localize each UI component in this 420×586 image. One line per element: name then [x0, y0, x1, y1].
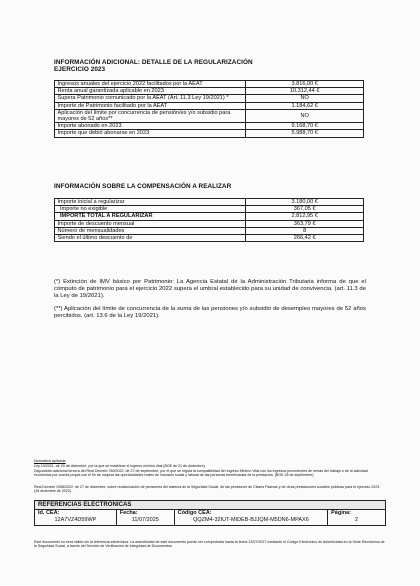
table-row: [55, 199, 364, 206]
table-row: [55, 227, 364, 234]
row-label: Renta anual garantizada aplicable en 2023: [55, 88, 246, 95]
row-value: 5.988,70 €: [246, 130, 364, 137]
row-label: Ingresos anuales del ejercicio 2022 facilitados por la AEAT: [55, 81, 246, 88]
normativa-heading: Normativa aplicada: [34, 459, 66, 463]
table-row: [55, 123, 364, 130]
id-cea-label: Id. CEA:: [35, 509, 117, 517]
table-row: [55, 213, 364, 220]
codigo-cea-label: Código CEA:: [174, 509, 327, 517]
table-row: [55, 130, 364, 137]
table-row: [55, 88, 364, 95]
row-value: 3.180,00 €: [246, 199, 364, 206]
row-label: Importe inicial a regularizar: [55, 199, 246, 206]
codigo-cea-value: QQZM4-32IUT-MIDEB-BJJQM-M5DN6-MPAX6: [174, 517, 327, 525]
normativa-line: Real Decreto 1058/2022, de 27 de diciembre, sobre revalorización de pensiones del sistema de la Seguridad Social, de las pensiones de Clases Pasivas y de otras prestaciones sociales públicas para el ejercicio 2023. (28 diciembre de 2022).: [34, 485, 381, 494]
row-label: Supera Patrimonio comunicado por la AEAT (Art. 11.3 Ley 19/2021) *: [55, 95, 246, 102]
references-title: REFERENCIAS ELECTRÓNICAS: [35, 501, 386, 510]
normativa-line: Disposición adicional tercera del Real Decreto 789/2022, de 27 de septiembre, por el que se regula la compatibilidad del Ingreso Mínimo Vital con los ingresos procedentes de rentas del trabajo o de la actividad económica por cuenta propia con el fin de mejorar las oportunidades reales de inclusión social y laboral de las personas beneficiarias de la prestación. (BOE 28 de septiembre).: [34, 468, 368, 477]
table-row: [55, 102, 364, 109]
regularization-table: [54, 80, 364, 138]
fecha-label: Fecha:: [116, 509, 174, 517]
row-label: Importe que debió abonarse en 2023: [55, 130, 246, 137]
row-label: Importe no exigible: [55, 206, 246, 213]
row-label: Importe de Patrimonio facilitado por la AEAT: [55, 102, 246, 109]
pagina-value: 2: [328, 517, 386, 525]
row-label: Aplicación del límite por concurrencia de pensión/es y/o subsidio para mayores de 52 años**: [55, 109, 246, 122]
compensation-table: [54, 198, 364, 242]
pagina-label: Página:: [328, 509, 386, 517]
row-label: Número de mensualidades: [55, 227, 246, 234]
table-row: [55, 206, 364, 213]
row-value: NO: [246, 95, 364, 102]
row-value: NO: [246, 109, 364, 122]
row-label: Importe de descuento mensual: [55, 220, 246, 227]
row-value: 2.812,95 €: [246, 213, 364, 220]
row-value: 9.168,70 €: [246, 123, 364, 130]
fecha-value: 11/07/2025: [116, 517, 174, 525]
section2-title: INFORMACIÓN SOBRE LA COMPENSACIÓN A REALIZAR: [54, 183, 232, 190]
electronic-references-table: [34, 500, 386, 526]
table-row: [55, 95, 364, 102]
table-row: [55, 235, 364, 242]
footer-validity-note: Este documento no será válido sin la referencia electrónica. La autenticidad de este documento puede ser comprobada hasta la fecha 12/07/2027 mediante el Código Electrónico de Autenticidad en la Sede Electrónica de la Seguridad Social, a través del Servicio de Verificación de Integridad de Documentos.: [34, 540, 385, 549]
row-label: IMPORTE TOTAL A REGULARIZAR: [55, 213, 246, 220]
row-value: 1.184,62 €: [246, 102, 364, 109]
note-limite-concurrencia: (**) Aplicación del límite de concurrencia de la suma de las pensiones y/o subsidio de desempleo mayores de 52 años percibidos. (art. 13.6 de la Ley 19/2021).: [54, 306, 366, 320]
row-label: Siendo el último descuento de: [55, 235, 246, 242]
table-row: [55, 81, 364, 88]
id-cea-value: 12A7VZ4D59WP: [35, 517, 117, 525]
row-value: 266,42 €: [246, 235, 364, 242]
table-row: [55, 109, 364, 122]
row-label: Importe abonado en 2023: [55, 123, 246, 130]
row-value: 10.312,44 €: [246, 88, 364, 95]
table-row: [55, 220, 364, 227]
row-value: 367,05 €: [246, 206, 364, 213]
row-value: 8: [246, 227, 364, 234]
section1-title: [54, 59, 253, 74]
section1-title-line2: EJERCICIO 2023: [54, 66, 106, 74]
normativa-line: Ley 19/2021, de 20 de diciembre, por la que se establece el ingreso mínimo vital (BOE de 21 de diciembre).: [34, 464, 206, 468]
row-value: 3.816,00 €: [246, 81, 364, 88]
section1-title-line1: INFORMACIÓN ADICIONAL: DETALLE DE LA REGULARIZACIÓN: [54, 59, 253, 66]
note-patrimonio: (*) Extinción de IMV básico por Patrimonio: La Agencia Estatal de la Administración Tributaria informa de que el cómputo de patrimonio para el ejercicio 2022 supera el umbral establecido para su unidad de convivencia. (art. 11.3 de la Ley de 19/2021).: [54, 279, 366, 300]
row-value: 363,79 €: [246, 220, 364, 227]
